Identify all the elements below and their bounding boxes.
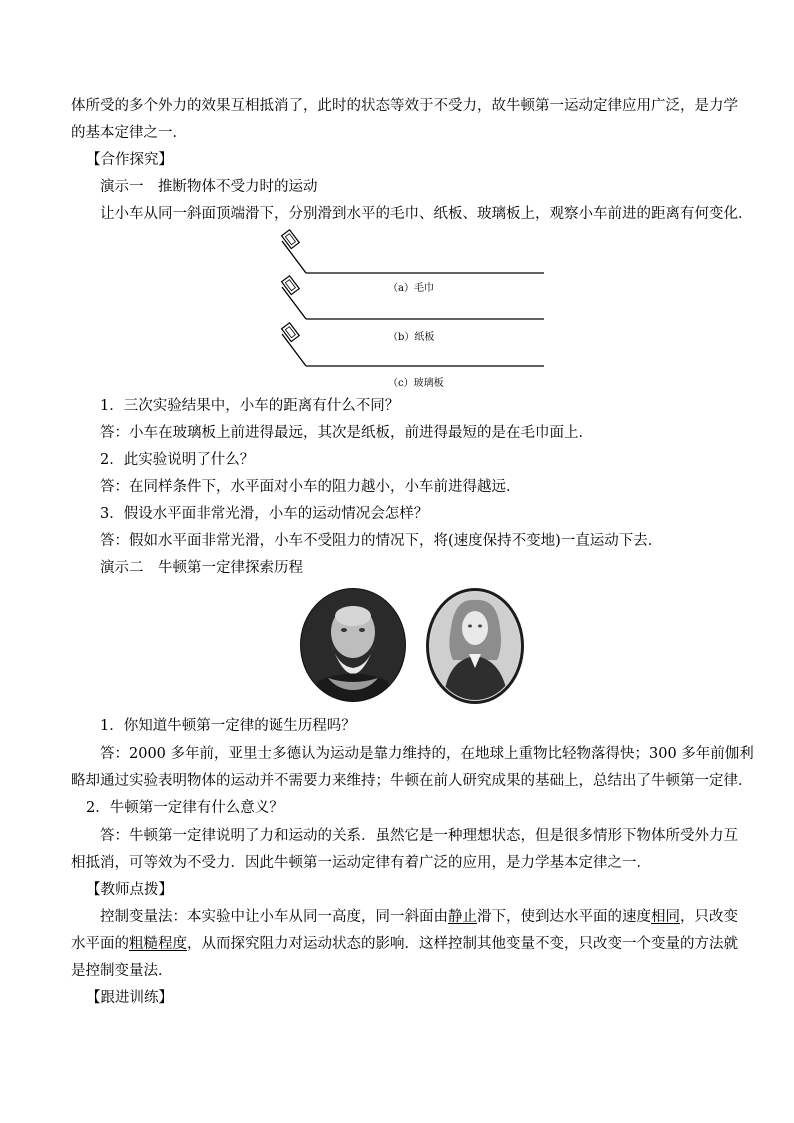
answer-4-line-2: 略却通过实验表明物体的运动并不需要力来维持；牛顿在前人研究成果的基础上，总结出了牛顿第一定律．	[71, 773, 753, 789]
note-text: ，只改变	[680, 909, 738, 925]
question-1: 1．三次实验结果中，小车的距离有什么不同？	[100, 398, 400, 414]
note-text: 水平面的	[71, 936, 129, 952]
section-teacher: 【教师点拨】	[86, 882, 173, 898]
section-follow: 【跟进训练】	[86, 990, 173, 1006]
answer-5-line-2: 相抵消，可等效为不受力．因此牛顿第一运动定律有着广泛的应用，是力学基本定律之一．	[71, 855, 651, 871]
demo2-title: 演示二 牛顿第一定律探索历程	[100, 560, 303, 576]
answer-2: 答：在同样条件下，水平面对小车的阻力越小，小车前进得越远．	[100, 479, 521, 495]
caption-c: （c）玻璃板	[388, 378, 444, 389]
incline-a	[282, 241, 544, 273]
underlined-term: 静止	[448, 909, 477, 925]
incline-diagram	[260, 225, 560, 395]
teacher-note-line-1	[100, 907, 738, 927]
demo1-title: 演示一 推断物体不受力时的运动	[100, 179, 318, 195]
question-4: 1．你知道牛顿第一定律的诞生历程吗？	[100, 718, 356, 734]
intro-line-1: 体所受的多个外力的效果互相抵消了，此时的状态等效于不受力，故牛顿第一运动定律应用广泛，是力学	[71, 98, 738, 114]
demo1-description: 让小车从同一斜面顶端滑下，分别滑到水平的毛巾、纸板、玻璃板上，观察小车前进的距离有何变化．	[100, 206, 753, 222]
note-text: ，从而探究阻力对运动状态的影响．这样控制其他变量不变，只改变一个变量的方法就	[187, 936, 738, 952]
cart-b-icon	[282, 276, 300, 295]
answer-3: 答：假如水平面非常光滑，小车不受阻力的情况下，将(速度保持不变地)一直运动下去．	[100, 533, 663, 549]
note-text: 控制变量法：本实验中让小车从同一高度，同一斜面由	[100, 909, 448, 925]
answer-5-line-1: 答：牛顿第一定律说明了力和运动的关系．虽然它是一种理想状态，但是很多情形下物体所受外力互	[100, 828, 738, 844]
note-text: 滑下，使到达水平面的速度	[477, 909, 651, 925]
underlined-term: 粗糙程度	[129, 936, 187, 952]
question-2: 2．此实验说明了什么？	[100, 452, 255, 468]
caption-b: （b）纸板	[388, 332, 435, 343]
underlined-term: 相同	[651, 909, 680, 925]
galileo-portrait	[298, 586, 408, 704]
answer-1: 答：小车在玻璃板上前进得最远，其次是纸板，前进得最短的是在毛巾面上．	[100, 425, 593, 441]
intro-line-2: 的基本定律之一．	[71, 125, 187, 141]
answer-4-line-1: 答：2000 多年前，亚里士多德认为运动是靠力维持的，在地球上重物比轻物落得快；300 多年前伽利	[100, 746, 754, 762]
cart-a-icon	[282, 230, 300, 249]
teacher-note-line-2	[71, 934, 738, 954]
cart-c-icon	[282, 323, 300, 342]
question-3: 3．假设水平面非常光滑，小车的运动情况会怎样？	[100, 506, 429, 522]
newton-portrait	[425, 588, 525, 708]
question-5: 2．牛顿第一定律有什么意义？	[86, 800, 284, 816]
caption-a: （a）毛巾	[388, 283, 434, 294]
section-cooperation: 【合作探究】	[86, 152, 173, 168]
teacher-note-line-3: 是控制变量法．	[71, 963, 173, 979]
